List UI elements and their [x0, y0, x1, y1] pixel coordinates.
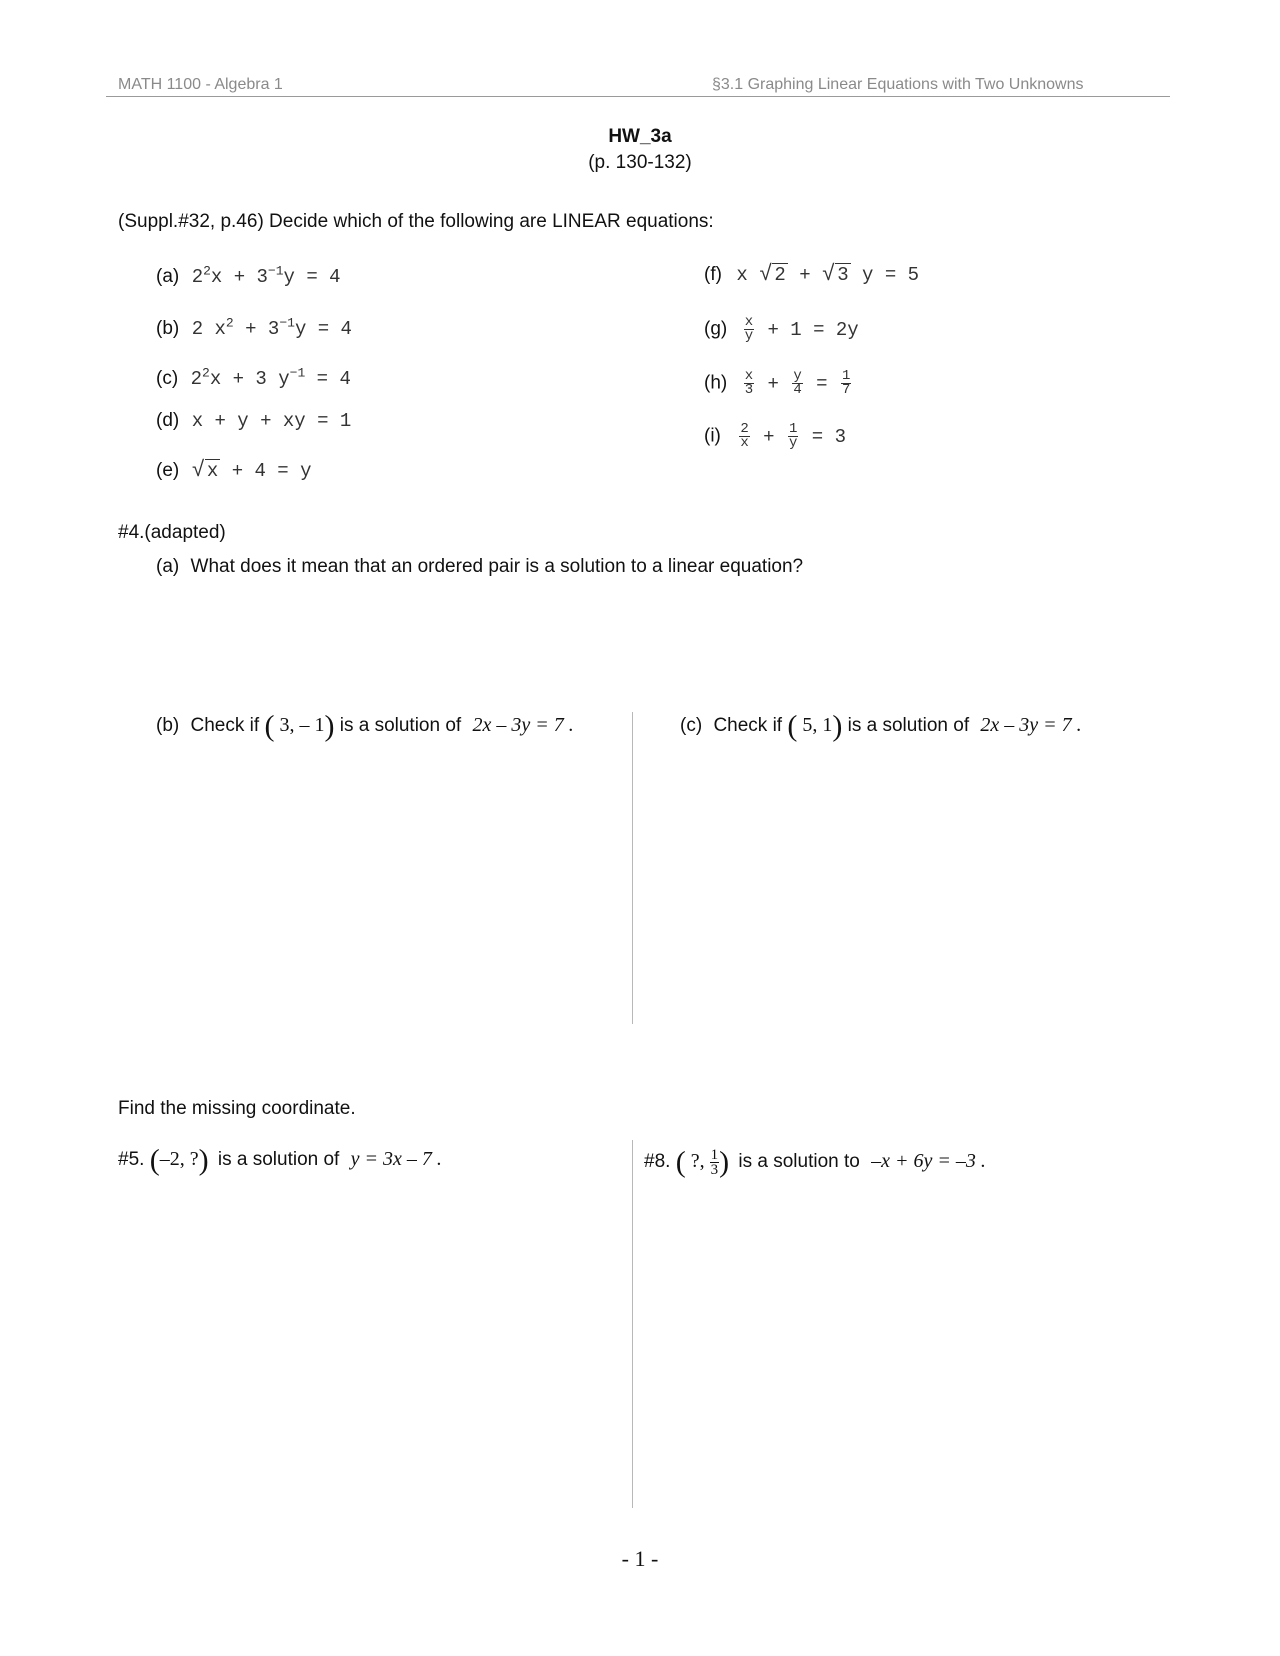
- q4b-pair: ( 3, – 1): [264, 709, 335, 743]
- eq-h: $\frac{x}{3}$ + $\frac{y}{4}$ = $\frac{1}{7}$: [744, 368, 851, 398]
- eq-label-h: (h): [704, 372, 728, 394]
- eq-label-i: (i): [704, 425, 721, 447]
- q4c: [680, 709, 1082, 743]
- eq-d: x + y + xy = 1: [191, 410, 352, 432]
- suppl-prompt: (Suppl.#32, p.46) Decide which of the following are LINEAR equations:: [118, 211, 714, 232]
- eq-item-d: [156, 410, 351, 432]
- q4a-text: What does it mean that an ordered pair is a solution to a linear equation?: [190, 556, 804, 577]
- eq-label-f: (f): [704, 264, 722, 285]
- section-header: §3.1 Graphing Linear Equations with Two Unknowns: [712, 76, 1084, 93]
- eq-i: $\frac{2}{x}$ + $\frac{1}{y}$ = 3: [740, 421, 846, 451]
- q5-label: #5.: [118, 1149, 145, 1170]
- eq-item-b: [156, 315, 352, 340]
- q8-pair: ( ?, $\frac{1}{3}$ ): [675, 1145, 730, 1179]
- q5-text: is a solution of: [217, 1149, 340, 1170]
- eq-label-c: (c): [156, 368, 179, 389]
- q4c-equation: 2x – 3y = 7 .: [980, 714, 1082, 736]
- q4c-is-solution: is a solution of: [847, 715, 970, 736]
- q4b-label: (b): [156, 715, 180, 736]
- hw-title: HW_3a: [608, 126, 672, 147]
- eq-b: 2 $x^2 + 3^{-1}y = 4$: [191, 315, 352, 340]
- q4b: [156, 709, 574, 743]
- q4b-equation: 2x – 3y = 7 .: [472, 714, 574, 736]
- q4a-label: (a): [156, 556, 180, 577]
- eq-label-a: (a): [156, 266, 180, 287]
- header-rule: [106, 96, 1170, 97]
- q4b-check-if: Check if: [190, 715, 260, 736]
- column-divider-top: [632, 712, 633, 1024]
- q8: [644, 1145, 986, 1179]
- q5-equation: y = 3x – 7 .: [350, 1148, 442, 1170]
- eq-label-g: (g): [704, 318, 728, 340]
- eq-item-h: [704, 370, 853, 397]
- eq-item-c: [156, 365, 351, 390]
- q5: [118, 1143, 442, 1177]
- eq-item-i: [704, 423, 846, 450]
- eq-e: √ x + 4 = y: [191, 458, 312, 483]
- page-number: - 1 -: [621, 1546, 659, 1571]
- eq-g: $\frac{x}{y}$ + 1 = 2y: [744, 314, 859, 344]
- q8-text: is a solution to: [738, 1151, 860, 1173]
- eq-label-d: (d): [156, 410, 180, 431]
- q5-pair: (–2, ?): [149, 1143, 209, 1177]
- hw-pages: (p. 130-132): [588, 152, 692, 173]
- q4a: [156, 556, 803, 578]
- q4c-label: (c): [680, 715, 703, 736]
- eq-f: x √ 2 + √ 3 y = 5: [736, 262, 920, 287]
- eq-item-a: [156, 263, 341, 288]
- q4-heading: #4.(adapted): [118, 522, 226, 543]
- eq-item-g: [704, 316, 859, 343]
- eq-label-e: (e): [156, 460, 180, 481]
- eq-a: $2^2x + 3^{-1}y = 4$: [191, 263, 341, 288]
- column-divider-bottom: [632, 1140, 633, 1508]
- course-header: MATH 1100 - Algebra 1: [118, 76, 283, 93]
- q4b-is-solution: is a solution of: [339, 715, 462, 736]
- q4c-pair: ( 5, 1): [787, 709, 843, 743]
- eq-item-e: [156, 458, 312, 483]
- q8-label: #8.: [644, 1151, 671, 1173]
- eq-item-f: [704, 262, 919, 287]
- eq-label-b: (b): [156, 318, 180, 339]
- eq-c: $2^2x + 3$ $y^{-1} = 4$: [190, 365, 351, 390]
- missing-heading: Find the missing coordinate.: [118, 1098, 356, 1119]
- q4c-check-if: Check if: [713, 715, 783, 736]
- q8-equation: –x + 6y = –3 .: [871, 1150, 986, 1173]
